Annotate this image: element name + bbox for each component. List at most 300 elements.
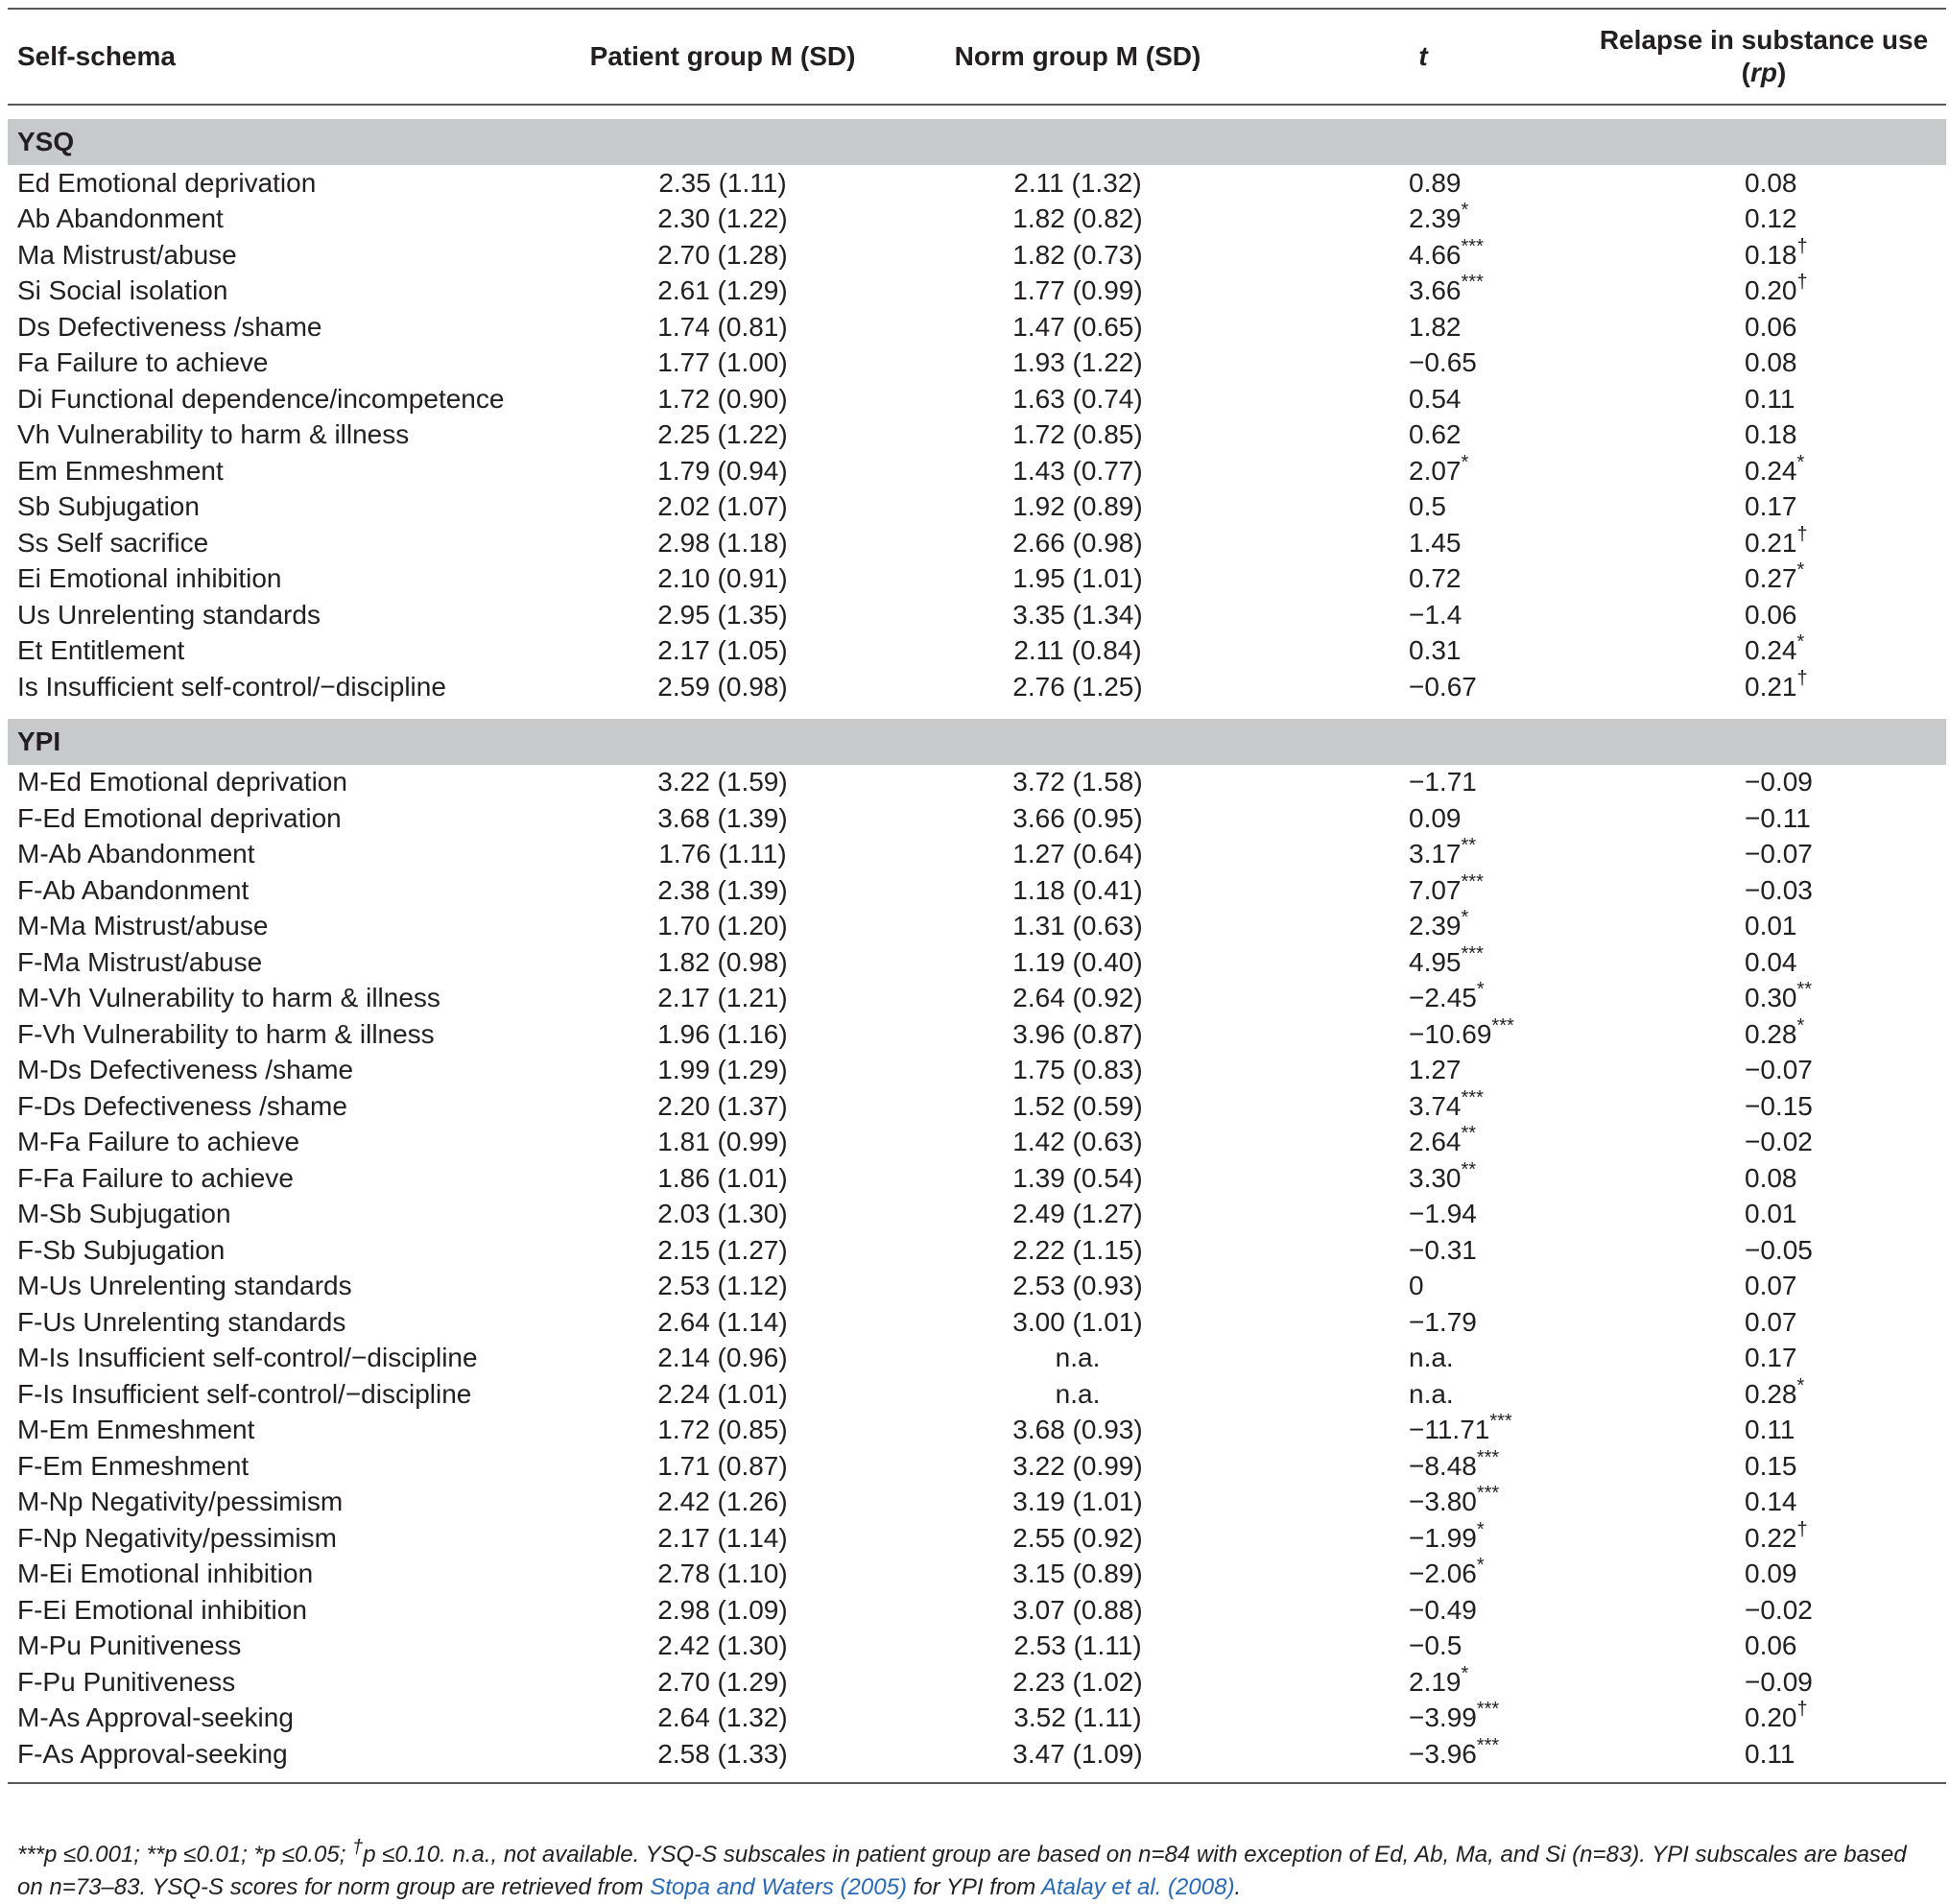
cell-t-significance: *** — [1476, 1734, 1500, 1756]
table-row — [8, 525, 1946, 561]
cell-self-schema: M-Em Enmeshment — [17, 1415, 255, 1445]
cell-patient: 2.98 (1.18) — [657, 527, 788, 558]
cell-rp — [1581, 1413, 1946, 1449]
cell-rp-value: 0.20 — [1745, 1702, 1797, 1733]
table-row — [8, 561, 1946, 598]
cell-self-schema: F-Ab Abandonment — [17, 874, 250, 905]
cell-patient: 2.64 (1.14) — [657, 1306, 788, 1337]
cell-t — [1265, 1125, 1581, 1161]
cell-t-value: −11.71 — [1409, 1415, 1490, 1445]
cell-t-value: −0.65 — [1409, 347, 1477, 378]
cell-t — [1265, 765, 1581, 801]
cell-patient: 1.70 (1.20) — [657, 911, 788, 941]
table-row — [8, 669, 1946, 705]
cell-t — [1265, 1592, 1581, 1629]
cell-rp-value: 0.21 — [1745, 527, 1797, 558]
cell-rp-value: 0.07 — [1745, 1306, 1797, 1337]
cell-self-schema: F-Us Unrelenting standards — [17, 1306, 346, 1337]
header-relapse-rp: rp — [1750, 58, 1777, 87]
cell-t-value: 1.27 — [1409, 1055, 1462, 1085]
cell-patient: 3.22 (1.59) — [657, 767, 788, 797]
cell-t-value: −1.99 — [1409, 1522, 1477, 1553]
cell-patient: 1.81 (0.99) — [657, 1127, 788, 1157]
cell-rp-value: 0.18 — [1745, 239, 1797, 270]
cell-t — [1265, 1413, 1581, 1449]
table-row — [8, 1053, 1946, 1089]
cell-rp-value: −0.03 — [1745, 874, 1813, 905]
cell-norm: 3.68 (0.93) — [1012, 1415, 1143, 1445]
cell-rp-value: 0.15 — [1745, 1450, 1797, 1481]
cell-norm: 2.23 (1.02) — [1012, 1666, 1143, 1697]
table-row — [8, 1341, 1946, 1377]
cell-patient: 1.72 (0.90) — [657, 383, 788, 414]
cell-rp-value: −0.05 — [1745, 1234, 1813, 1265]
cell-rp-value: 0.01 — [1745, 1199, 1797, 1229]
table-row — [8, 1736, 1946, 1783]
cell-rp-significance: † — [1796, 235, 1808, 257]
cell-norm: 1.18 (0.41) — [1012, 874, 1143, 905]
cell-norm: 3.00 (1.01) — [1012, 1306, 1143, 1337]
cell-patient: 2.64 (1.32) — [657, 1702, 788, 1733]
cell-norm: 3.15 (0.89) — [1012, 1559, 1143, 1589]
section-title: YPI — [8, 719, 1946, 765]
cell-rp-value: 0.18 — [1745, 419, 1797, 450]
cell-t-value: 2.64 — [1409, 1127, 1462, 1157]
table-row — [8, 1269, 1946, 1305]
cell-rp — [1581, 1592, 1946, 1629]
cell-rp — [1581, 453, 1946, 489]
cell-self-schema: Fa Failure to achieve — [17, 347, 269, 378]
cell-norm: 1.31 (0.63) — [1012, 911, 1143, 941]
cell-rp — [1581, 1701, 1946, 1737]
table-body — [8, 105, 1946, 1783]
cell-t — [1265, 1160, 1581, 1197]
cell-self-schema: M-As Approval-seeking — [17, 1702, 294, 1733]
header-relapse-paren-open: ( — [1741, 58, 1750, 87]
cell-patient: 3.68 (1.39) — [657, 802, 788, 833]
cell-t — [1265, 1232, 1581, 1269]
cell-rp-value: 0.27 — [1745, 563, 1797, 594]
cell-norm: 2.55 (0.92) — [1012, 1522, 1143, 1553]
cell-self-schema: M-Vh Vulnerability to harm & illness — [17, 983, 440, 1013]
cell-rp — [1581, 1269, 1946, 1305]
cell-patient: 2.14 (0.96) — [657, 1343, 788, 1373]
cell-rp-value: 0.17 — [1745, 491, 1797, 522]
cell-t-value: −0.67 — [1409, 671, 1477, 702]
cell-rp-value: −0.07 — [1745, 1055, 1813, 1085]
cell-norm: 2.11 (1.32) — [1013, 167, 1142, 198]
cell-patient: 2.61 (1.29) — [657, 275, 788, 306]
table-row — [8, 1160, 1946, 1197]
cell-t — [1265, 1304, 1581, 1341]
cell-t — [1265, 944, 1581, 981]
cell-rp — [1581, 1160, 1946, 1197]
table-row — [8, 345, 1946, 382]
cell-rp-significance: * — [1796, 1014, 1805, 1036]
cell-t — [1265, 489, 1581, 526]
cell-patient: 1.77 (1.00) — [657, 347, 788, 378]
table-row — [8, 1485, 1946, 1521]
cell-rp-value: 0.22 — [1745, 1522, 1797, 1553]
cell-self-schema: Is Insufficient self-control/−discipline — [17, 671, 446, 702]
cell-t — [1265, 1088, 1581, 1125]
cell-norm: 3.96 (0.87) — [1012, 1018, 1143, 1049]
cell-rp-value: 0.06 — [1745, 1630, 1797, 1661]
cell-t-value: 1.82 — [1409, 311, 1462, 342]
cell-rp — [1581, 1736, 1946, 1783]
cell-self-schema: F-Fa Failure to achieve — [17, 1162, 294, 1193]
section-gap-cell — [8, 705, 1946, 719]
cell-rp-value: 0.08 — [1745, 167, 1797, 198]
cell-self-schema: F-As Approval-seeking — [8, 1736, 555, 1783]
cell-rp-value: 0.08 — [1745, 1162, 1797, 1193]
cell-rp-significance: ** — [1796, 979, 1813, 1001]
cell-t — [1265, 525, 1581, 561]
table-row — [8, 1232, 1946, 1269]
cell-t-significance: * — [1461, 1662, 1469, 1684]
cell-rp-value: 0.24 — [1745, 455, 1797, 486]
cell-t — [1265, 345, 1581, 382]
cell-t — [1265, 274, 1581, 310]
cell-rp-value: 0.11 — [1745, 383, 1795, 414]
cell-self-schema: F-Ei Emotional inhibition — [17, 1594, 307, 1625]
header-relapse-label: Relapse in substance use — [1599, 25, 1929, 55]
cell-norm: 3.22 (0.99) — [1012, 1450, 1143, 1481]
cell-t-value: −1.94 — [1409, 1199, 1477, 1229]
header-relapse-paren-close: ) — [1777, 58, 1787, 87]
cell-patient: 1.72 (0.85) — [657, 1415, 788, 1445]
cell-t-significance: *** — [1489, 1411, 1512, 1433]
cell-norm: 3.52 (1.11) — [1013, 1702, 1142, 1733]
cell-t-significance: ** — [1461, 835, 1477, 857]
cell-self-schema: F-Ma Mistrust/abuse — [17, 946, 263, 977]
cell-norm: 1.77 (0.99) — [1012, 275, 1143, 306]
cell-rp-significance: † — [1796, 667, 1808, 689]
cell-rp-value: 0.28 — [1745, 1378, 1797, 1409]
cell-self-schema: F-Vh Vulnerability to harm & illness — [17, 1018, 435, 1049]
cell-rp-value: −0.11 — [1745, 802, 1811, 833]
cell-rp-significance: † — [1796, 1699, 1808, 1721]
cell-self-schema: Ss Self sacrifice — [17, 527, 209, 558]
table-row — [8, 1701, 1946, 1737]
cell-t-significance: ** — [1461, 1123, 1477, 1145]
cell-t-value: 0.62 — [1409, 419, 1462, 450]
cell-rp-significance: † — [1796, 272, 1808, 294]
cell-norm: 2.66 (0.98) — [1012, 527, 1143, 558]
cell-patient: 2.15 (1.27) — [657, 1234, 788, 1265]
cell-rp — [1581, 944, 1946, 981]
cell-self-schema: Si Social isolation — [17, 275, 228, 306]
cell-rp — [1581, 525, 1946, 561]
table-footnote — [17, 1831, 1937, 1904]
section-gap — [8, 105, 1946, 119]
cell-norm: 1.42 (0.63) — [1012, 1127, 1143, 1157]
cell-norm: 1.82 (0.82) — [1012, 203, 1143, 234]
cell-t — [1265, 1376, 1581, 1413]
cell-rp-value: 0.17 — [1745, 1343, 1797, 1373]
cell-patient: 2.10 (0.91) — [657, 563, 788, 594]
cell-rp-value: −0.09 — [1745, 767, 1813, 797]
cell-norm: 2.53 (0.93) — [1012, 1271, 1143, 1301]
cell-rp-value: 0.14 — [1745, 1487, 1797, 1517]
cell-self-schema: M-Ds Defectiveness /shame — [17, 1055, 354, 1085]
cell-t — [1265, 417, 1581, 454]
cell-t — [1265, 1664, 1581, 1701]
cell-patient: 1.74 (0.81) — [657, 311, 788, 342]
cell-rp — [1581, 561, 1946, 598]
cell-t-value: 2.39 — [1409, 911, 1462, 941]
cell-patient: 2.70 (1.28) — [657, 239, 788, 270]
table-row — [8, 837, 1946, 873]
cell-self-schema: M-Fa Failure to achieve — [17, 1127, 300, 1157]
cell-t-value: 0 — [1409, 1271, 1424, 1301]
footnote-text-2: p ≤0.10. n.a., not available. YSQ-S subscales in patient group are based on n=84 with exception of Ed, Ab, Ma, and Si (n=83). YPI subscales are based on n=73–83. YSQ-S scores for norm group are retrieved from — [17, 1842, 1907, 1900]
cell-t-significance: *** — [1476, 1483, 1500, 1505]
table-row — [8, 800, 1946, 837]
cell-t — [1265, 1269, 1581, 1305]
cell-t-value: −2.45 — [1409, 983, 1477, 1013]
cell-t-significance: *** — [1461, 235, 1484, 257]
cell-t — [1265, 202, 1581, 238]
cell-norm: 1.93 (1.22) — [1012, 347, 1143, 378]
cell-rp — [1581, 1232, 1946, 1269]
cell-self-schema: M-Ed Emotional deprivation — [17, 767, 347, 797]
table-row — [8, 309, 1946, 345]
cell-rp-significance: † — [1796, 523, 1808, 545]
cell-patient: 2.35 (1.11) — [658, 167, 787, 198]
cell-t-significance: *** — [1476, 1446, 1500, 1468]
cell-norm: 1.19 (0.40) — [1012, 946, 1143, 977]
cell-rp-significance: * — [1796, 451, 1805, 473]
cell-patient: 2.03 (1.30) — [657, 1199, 788, 1229]
cell-t — [1265, 1448, 1581, 1485]
section-gap-cell — [8, 105, 1946, 119]
cell-t-significance: * — [1461, 907, 1469, 929]
cell-t-value: 0.72 — [1409, 563, 1462, 594]
cell-norm: 1.63 (0.74) — [1012, 383, 1143, 414]
cell-rp-value: 0.07 — [1745, 1271, 1797, 1301]
cell-self-schema: Ed Emotional deprivation — [17, 167, 317, 198]
cell-self-schema: Vh Vulnerability to harm & illness — [17, 419, 410, 450]
table-row — [8, 1629, 1946, 1665]
cell-t-value: 0.09 — [1409, 802, 1462, 833]
cell-norm: 3.72 (1.58) — [1012, 767, 1143, 797]
cell-rp-value: 0.21 — [1745, 671, 1797, 702]
cell-self-schema: Ds Defectiveness /shame — [17, 311, 322, 342]
cell-self-schema: F-Pu Punitiveness — [17, 1666, 236, 1697]
cell-patient: 2.58 (1.33) — [555, 1736, 891, 1783]
cell-t — [1265, 237, 1581, 274]
cell-t-value: 3.17 — [1409, 839, 1462, 869]
cell-self-schema: F-Np Negativity/pessimism — [17, 1522, 337, 1553]
cell-rp — [1581, 872, 1946, 909]
cell-t — [1265, 837, 1581, 873]
table-row — [8, 1125, 1946, 1161]
table-row — [8, 1197, 1946, 1233]
cell-patient: 2.17 (1.14) — [657, 1522, 788, 1553]
cell-rp-value: 0.06 — [1745, 599, 1797, 630]
cell-t-significance: *** — [1491, 1014, 1514, 1036]
cell-self-schema: Em Enmeshment — [17, 455, 224, 486]
cell-norm: 1.52 (0.59) — [1012, 1090, 1143, 1121]
cell-t-value: −1.71 — [1409, 767, 1477, 797]
cell-t — [1265, 1520, 1581, 1557]
cell-t-significance: * — [1461, 200, 1469, 222]
cell-t-value: 7.07 — [1409, 874, 1462, 905]
cell-patient: 1.99 (1.29) — [657, 1055, 788, 1085]
cell-self-schema: F-Is Insufficient self-control/−discipline — [17, 1378, 472, 1409]
section-title: YSQ — [8, 119, 1946, 165]
cell-rp — [1581, 909, 1946, 945]
cell-rp-value: 0.04 — [1745, 946, 1797, 977]
cell-t-value: −2.06 — [1409, 1559, 1477, 1589]
cell-norm: 1.27 (0.64) — [1012, 839, 1143, 869]
cell-t — [1265, 1053, 1581, 1089]
section-header-row — [8, 119, 1946, 165]
cell-rp — [1581, 1088, 1946, 1125]
cell-t — [1265, 1485, 1581, 1521]
cell-patient: 1.86 (1.01) — [657, 1162, 788, 1193]
cell-rp-value: 0.30 — [1745, 983, 1797, 1013]
table-row — [8, 909, 1946, 945]
cell-rp — [1581, 633, 1946, 670]
cell-norm: 1.39 (0.54) — [1012, 1162, 1143, 1193]
cell-t-significance: * — [1476, 1518, 1485, 1540]
cell-rp — [1581, 309, 1946, 345]
cell-t — [1265, 309, 1581, 345]
cell-self-schema: Et Entitlement — [17, 635, 185, 666]
cell-rp — [1581, 669, 1946, 705]
cell-rp — [1581, 1629, 1946, 1665]
cell-norm: 1.82 (0.73) — [1012, 239, 1143, 270]
header-patient-group: Patient group M (SD) — [555, 9, 891, 105]
cell-t — [1265, 1629, 1581, 1665]
cell-t-value: −3.96 — [1409, 1738, 1477, 1769]
schema-table — [8, 8, 1946, 1784]
table-row — [8, 944, 1946, 981]
cell-rp — [1581, 837, 1946, 873]
cell-self-schema: M-Sb Subjugation — [17, 1199, 231, 1229]
header-t: t — [1265, 9, 1581, 105]
table-row — [8, 633, 1946, 670]
cell-patient: 1.71 (0.87) — [657, 1450, 788, 1481]
table-row — [8, 1304, 1946, 1341]
cell-patient: 2.20 (1.37) — [657, 1090, 788, 1121]
table-header — [8, 9, 1946, 105]
cell-self-schema: F-Sb Subjugation — [17, 1234, 226, 1265]
cell-t-value: 0.31 — [1409, 635, 1462, 666]
cell-norm: 1.95 (1.01) — [1012, 563, 1143, 594]
cell-t-value: −3.80 — [1409, 1487, 1477, 1517]
cell-rp — [1581, 1448, 1946, 1485]
cell-t-value: 3.74 — [1409, 1090, 1462, 1121]
cell-t-value: 0.54 — [1409, 383, 1462, 414]
cell-patient: 2.25 (1.22) — [657, 419, 788, 450]
cell-patient: 2.59 (0.98) — [657, 671, 788, 702]
cell-t-value: 0.89 — [1409, 167, 1462, 198]
cell-rp — [1581, 237, 1946, 274]
cell-rp — [1581, 1304, 1946, 1341]
cell-t-value: −0.5 — [1409, 1630, 1462, 1661]
cell-patient: 1.76 (1.11) — [658, 839, 787, 869]
cell-t — [1265, 561, 1581, 598]
table-row — [8, 1592, 1946, 1629]
cell-t — [1265, 453, 1581, 489]
cell-t-significance: *** — [1461, 272, 1484, 294]
cell-t-value: 1.45 — [1409, 527, 1462, 558]
cell-patient: 2.38 (1.39) — [657, 874, 788, 905]
cell-rp-significance: † — [1796, 1518, 1808, 1540]
cell-self-schema: F-Ds Defectiveness /shame — [17, 1090, 347, 1121]
cell-norm: 2.11 (0.84) — [1013, 635, 1142, 666]
cell-norm: 3.47 (1.09) — [891, 1736, 1265, 1783]
cell-patient: 2.42 (1.26) — [657, 1487, 788, 1517]
cell-patient: 1.82 (0.98) — [657, 946, 788, 977]
cell-rp — [1581, 165, 1946, 202]
cell-t-value: 3.30 — [1409, 1162, 1462, 1193]
cell-norm: 2.22 (1.15) — [1012, 1234, 1143, 1265]
cell-patient: 2.70 (1.29) — [657, 1666, 788, 1697]
cell-rp-value: 0.20 — [1745, 275, 1797, 306]
cell-t — [1265, 981, 1581, 1017]
cell-rp — [1581, 1125, 1946, 1161]
cell-rp — [1581, 1197, 1946, 1233]
cell-rp — [1581, 1557, 1946, 1593]
cell-rp — [1581, 381, 1946, 417]
cell-rp-significance: * — [1796, 631, 1805, 654]
cell-rp — [1581, 345, 1946, 382]
cell-self-schema: Sb Subjugation — [17, 491, 200, 522]
section-header-row — [8, 719, 1946, 765]
cell-rp — [1581, 1053, 1946, 1089]
cell-norm: 3.07 (0.88) — [1012, 1594, 1143, 1625]
cell-rp — [1581, 1016, 1946, 1053]
cell-patient: 2.02 (1.07) — [657, 491, 788, 522]
cell-self-schema: M-Ab Abandonment — [17, 839, 255, 869]
cell-rp-value: 0.24 — [1745, 635, 1797, 666]
citation-atalay-link[interactable]: Atalay et al. (2008) — [1040, 1874, 1235, 1900]
cell-self-schema: Ab Abandonment — [17, 203, 224, 234]
cell-rp — [1581, 1485, 1946, 1521]
table-row — [8, 872, 1946, 909]
cell-t-significance: *** — [1461, 870, 1484, 892]
cell-norm: 3.35 (1.34) — [1012, 599, 1143, 630]
cell-norm: 3.66 (0.95) — [1012, 802, 1143, 833]
cell-t — [1265, 633, 1581, 670]
cell-t — [1265, 1701, 1581, 1737]
table-row — [8, 417, 1946, 454]
cell-t — [1265, 597, 1581, 633]
cell-t — [1265, 1341, 1581, 1377]
cell-rp — [1581, 765, 1946, 801]
cell-t-value: −3.99 — [1409, 1702, 1477, 1733]
cell-t-value: 4.95 — [1409, 946, 1462, 977]
cell-patient: 2.17 (1.21) — [657, 983, 788, 1013]
cell-t-value: −1.79 — [1409, 1306, 1477, 1337]
cell-self-schema: Us Unrelenting standards — [17, 599, 321, 630]
cell-self-schema: Di Functional dependence/incompetence — [17, 383, 505, 414]
cell-norm: 1.43 (0.77) — [1012, 455, 1143, 486]
citation-stopa-waters-link[interactable]: Stopa and Waters (2005) — [650, 1874, 907, 1900]
cell-t-significance: * — [1476, 1555, 1485, 1577]
cell-rp-value: 0.12 — [1745, 203, 1797, 234]
cell-rp-significance: * — [1796, 1374, 1805, 1396]
cell-t-significance: * — [1461, 451, 1469, 473]
cell-self-schema: F-Ed Emotional deprivation — [17, 802, 342, 833]
cell-t — [1265, 165, 1581, 202]
cell-t-value: 4.66 — [1409, 239, 1462, 270]
cell-t-value: 2.19 — [1409, 1666, 1462, 1697]
